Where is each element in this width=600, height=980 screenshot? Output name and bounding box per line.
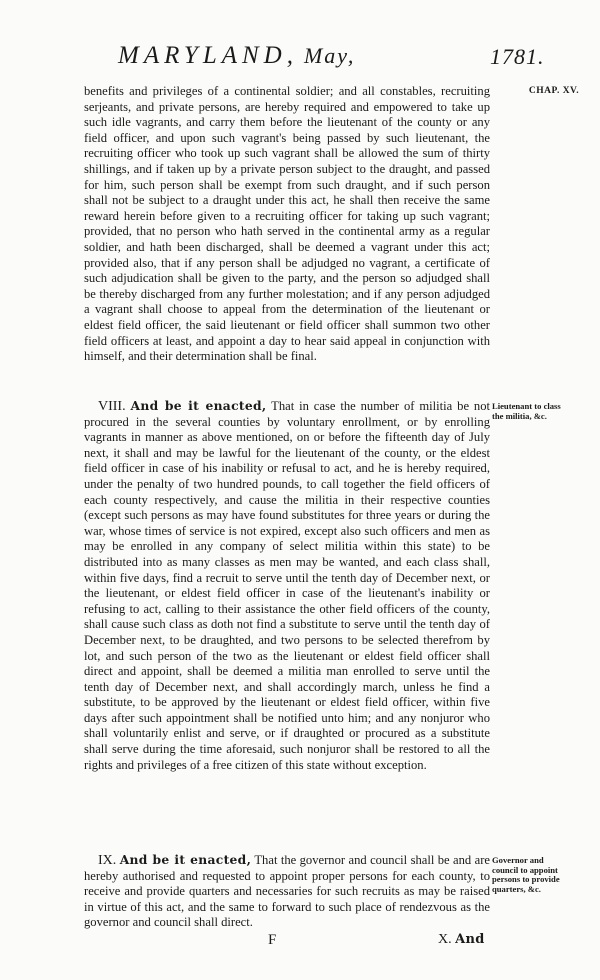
- running-header: [0, 38, 600, 74]
- margin-note-viii: Lieutenant to class the militia, &c.: [492, 401, 561, 421]
- section-ix-enacting-clause: And be it enacted,: [119, 852, 252, 867]
- page-footer: [0, 932, 600, 956]
- continued-paragraph: [84, 84, 490, 365]
- section-viii-number: VIII.: [98, 399, 126, 414]
- section-ix-text: That the governor and council shall be and are hereby authorised and requested to appoint proper persons for each county, to receive and provide quarters and necessaries for such recruits as may be raised in virtue of this act, and the same to forward to such place of rendezvous as the governor and council shall direct.: [84, 853, 491, 930]
- signature-mark: F: [268, 932, 277, 948]
- continued-paragraph-text: benefits and privileges of a continental soldier; and all constables, recruiting serjeants, and private persons, are hereby required and empowered to take up such idle vagrants, and carry them before the lieutenant of the county or any field officer, and upon such vagrant's being passed by such lieutenant, the recruiting officer who took up such vagrant shall be allowed the sum of thirty shillings, and if taken up by a private person subject to the draught, and passed for him, such person shall be exempt from such draught, and if such person shall not be subject to a draught under this act, he shall then receive the same reward herein before given to a recruiting officer for taking up such vagrant; provided, that no person who hath served in the continental army as a regular soldier, and hath been discharged, shall be deemed a vagrant under this act; provided also, that if any person shall be adjudged no vagrant, a certificate of such adjudication shall be given to the party, and the person so adjudged shall be thereby discharged from any further molestation; and if any person adjudged a vagrant shall choose to appeal from the determination of the lieutenant or eldest field officer, the said lieutenant or field officer shall summon two other field officers at least, and appoint a day to hear said appeal in conjunction with himself, and their determination shall be final.: [84, 84, 490, 364]
- section-ix: [84, 852, 490, 931]
- section-viii: [84, 398, 490, 773]
- catchword-number: X.: [438, 932, 452, 947]
- catchword: [438, 932, 485, 948]
- section-viii-enacting-clause: And be it enacted,: [130, 398, 267, 413]
- margin-note-ix: Governor and council to appoint persons to provide quarters, &c.: [492, 855, 560, 894]
- section-ix-paragraph: [84, 852, 490, 931]
- header-month: May,: [303, 43, 356, 68]
- header-state: MARYLAND,: [118, 42, 298, 69]
- catchword-word: And: [455, 932, 485, 947]
- header-year: 1781.: [490, 44, 545, 69]
- chapter-label: CHAP. XV.: [528, 86, 580, 96]
- section-viii-text: That in case the number of militia be not procured in the several counties by voluntary enrollment, or by enrolling vagrants in manner as above mentioned, on or before the fifteenth day of July next, it shall and may be lawful for the lieutenant of the county, or the eldest field officer in case of his inability or refusal to act, and he is hereby required, under the penalty of two hundred pounds, to call together the field officers of each county respectively, and cause the militia in their respective counties (except such persons as may have found substitutes for three years or during the war, whose times of service is not expired, except also such officers and men as may be enrolled in any company of select militia within this state) to be distributed into as many classes as men may be wanted, and each class shall, within five days, find a recruit to serve until the tenth day of December next, or the lieutenant, or eldest field officer in case of the lieutenant's inability or refusing to act, calling to their assistance the other field officers of the county, shall cause such class as doth not find a substitute to serve until the tenth day of December next, to be draughted, and two persons to be selected therefrom by lot, and such person of the two as the lieutenant or eldest field officer shall direct and appoint, shall be deemed a militia man enrolled to serve until the tenth day of December next, and shall accordingly march, unless he find a substitute, to be approved by the lieutenant or eldest field officer, within five days after such appointment shall be notified unto him; and any nonjuror who shall voluntarily enlist and serve, or if draughted or procured as a substitute shall serve during the time aforesaid, such nonjuror shall be restored to all the rights and privileges of a free citizen of this state without exception.: [84, 399, 491, 772]
- header-title: [118, 42, 355, 70]
- section-ix-number: IX.: [98, 853, 117, 868]
- section-viii-paragraph: [84, 398, 490, 773]
